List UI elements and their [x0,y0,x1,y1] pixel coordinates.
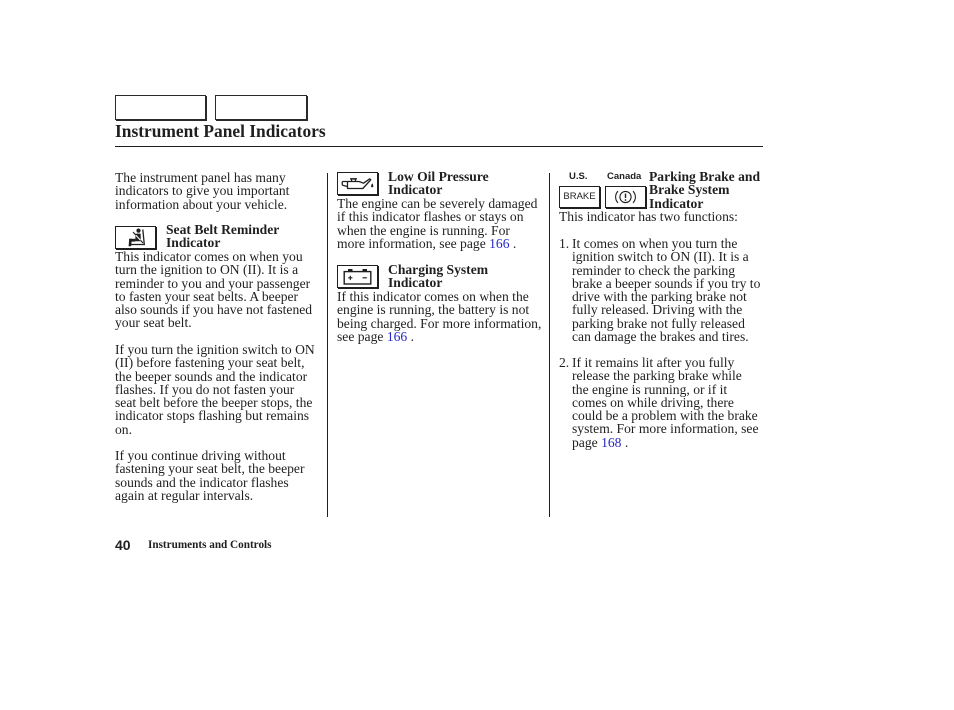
text-line: reminder to you and your passenger [115,275,311,291]
intro-paragraph [115,171,289,211]
page-number: 40 [115,537,131,553]
heading-line: Indicator [649,195,704,211]
text-line: turn the ignition to ON (II). It is a [115,262,299,278]
list-item-text [572,237,760,343]
text-line: parking brake not fully released [572,315,745,331]
page-link-168[interactable]: 168 [601,434,622,450]
oil-can-icon-box [337,172,378,195]
text-line: reminder to check the parking [572,262,736,278]
text-line: if this indicator flashes or stays on [337,209,524,225]
text-line: If you continue driving without [115,448,286,463]
heading-line: Indicator [166,235,221,251]
battery-icon-box [337,265,378,288]
list-number: 2. [559,355,570,370]
seat-belt-paragraph-3 [115,449,304,502]
list-item-text [572,356,759,449]
page-link-166[interactable]: 166 [489,235,510,251]
text-line: on. [115,421,132,437]
left-bracket-arc [616,191,618,203]
section-name: Instruments and Controls [148,539,272,551]
text-line [337,237,537,250]
text-line: also sounds if you have not fastened [115,302,313,318]
heading-line: Brake System [649,182,730,198]
parking-brake-intro: This indicator has two functions: [559,209,738,224]
text-segment: see page [337,328,387,344]
text-segment: more information, see page [337,235,490,251]
text-line: can damage the brakes and tires. [572,329,749,345]
intro-line: indicators to give you important [115,183,290,199]
text-line: fully released. Driving with the [572,302,743,318]
oil-drop [371,183,373,187]
text-line: sounds and the indicator flashes [115,474,289,490]
low-oil-heading [388,170,489,197]
can-handle [342,182,347,187]
text-line: ignition switch to ON (II). It is a [572,249,749,265]
text-line: If it remains lit after you fully [572,355,735,370]
parking-brake-heading [649,170,760,210]
page-link-166[interactable]: 166 [386,328,408,344]
heading-line: Indicator [388,182,443,198]
exclamation-dot [625,199,627,201]
text-line: could be a problem with the brake [572,408,758,424]
column-divider [549,173,550,517]
brake-warning-icon [606,187,645,207]
region-label-canada: Canada [607,171,642,182]
region-label-us: U.S. [569,171,588,182]
column-divider [327,173,328,517]
seat-belt-paragraph-1 [115,250,312,330]
text-line: being charged. For more information, [337,315,542,331]
low-oil-paragraph [337,197,537,250]
intro-line: information about your vehicle. [115,196,288,212]
text-line: again at regular intervals. [115,487,254,503]
text-line: comes on while driving, there [572,394,734,410]
text-line: If you turn the ignition switch to ON [115,342,315,357]
seat-belt-icon-box [115,226,156,249]
page-title: Instrument Panel Indicators [115,121,326,141]
text-line: release the parking brake while [572,368,742,384]
intro-line: The instrument panel has many [115,170,286,185]
nav-button-1[interactable] [115,95,206,120]
nav-button-2[interactable] [215,95,307,120]
seat-belt-icon [116,227,155,248]
text-line: seat belt before the beeper stops, the [115,395,313,411]
text-line: drive with the parking brake not [572,289,747,305]
title-rule [115,146,763,147]
text-line: This indicator comes on when you [115,249,303,264]
text-line: indicator stops flashing but remains [115,408,310,424]
right-bracket-arc [633,191,635,203]
text-line: flashes. If you do not fasten your [115,381,295,397]
text-segment: . [407,328,415,344]
heading-line: Indicator [388,275,443,291]
seat-belt-heading [166,223,279,250]
battery-icon [338,266,377,287]
text-line [337,330,541,343]
charging-heading [388,263,488,290]
brake-warning-icon-box [605,186,646,208]
heading-line: Parking Brake and [649,169,761,184]
figure-head [136,229,140,233]
heading-line: Low Oil Pressure [388,169,489,184]
charging-paragraph [337,290,541,343]
text-segment: page [572,434,602,450]
text-line: engine is running, the battery is not [337,302,530,318]
text-line: It comes on when you turn the [572,236,738,251]
text-line: the engine is running, or if it [572,381,728,397]
seat-belt-paragraph-2 [115,343,315,436]
heading-line: Seat Belt Reminder [166,222,280,237]
text-line: (II) before fastening your seat belt, [115,355,305,371]
text-line: system. For more information, see [572,421,759,437]
text-line: The engine can be severely damaged [337,196,538,211]
brake-text-icon-box [559,186,600,208]
brake-text-icon: BRAKE [563,191,596,202]
text-line: fastening your seat belt, the beeper [115,461,305,477]
heading-line: Charging System [388,262,489,277]
text-line: brake a beeper sounds if you try to [572,275,761,291]
plus-sign [348,276,352,280]
text-line: your seat belt. [115,315,192,331]
text-line: when the engine is running. For [337,222,510,238]
battery-body [344,272,371,284]
text-line: to fasten your seat belts. A beeper [115,288,299,304]
text-line [572,436,759,449]
text-line: If this indicator comes on when the [337,289,529,304]
text-segment: . [621,434,629,450]
oil-can-icon [338,173,377,194]
text-line: the beeper sounds and the indicator [115,368,308,384]
text-segment: . [509,235,517,251]
list-number: 1. [559,236,570,251]
